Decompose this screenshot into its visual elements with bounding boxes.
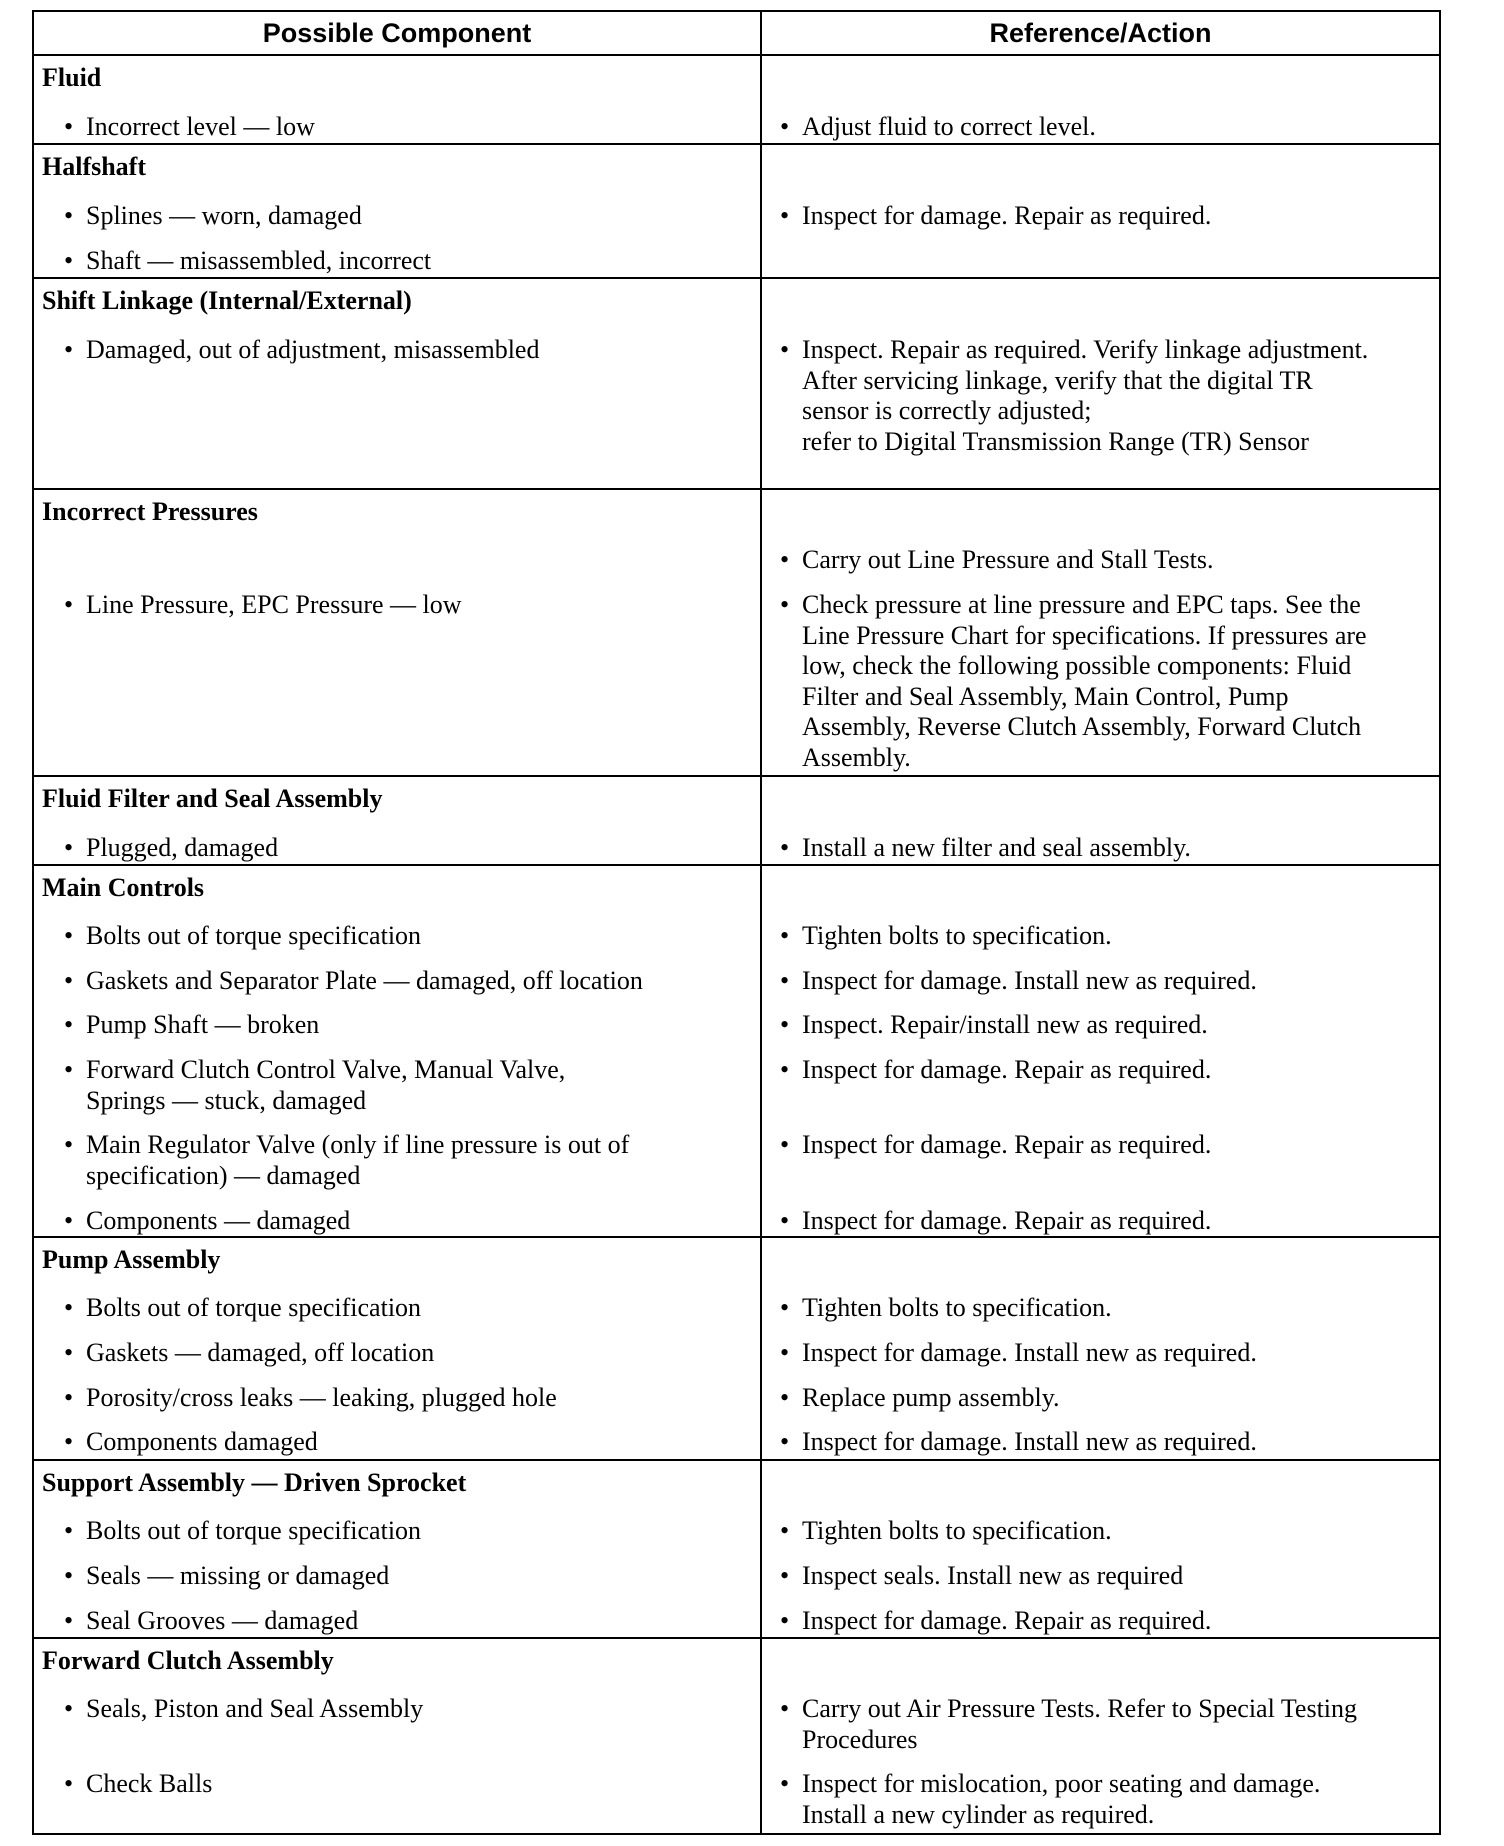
bullet-icon: •: [64, 1561, 74, 1590]
table-row: [33, 1460, 1440, 1638]
action-cell: [761, 489, 1440, 776]
diagnosis-table: [32, 10, 1441, 1835]
item-text: Inspect for mislocation, poor seating and damage. Install a new cylinder as required.: [802, 1769, 1321, 1829]
action-cell: [761, 1638, 1440, 1834]
list-item: [64, 1516, 756, 1547]
section-title: Fluid: [42, 63, 102, 92]
list-item: [780, 1516, 1436, 1547]
list-item: [64, 335, 756, 366]
list-item: [780, 966, 1436, 997]
item-text: Seal Grooves — damaged: [86, 1606, 359, 1635]
action-cell: [761, 1460, 1440, 1638]
header-reference-action: Reference/Action: [761, 11, 1440, 55]
list-item: [64, 1130, 756, 1191]
component-cell: [33, 278, 761, 489]
list-item: [780, 590, 1436, 773]
bullet-icon: •: [780, 1516, 790, 1545]
list-item: [64, 1010, 756, 1041]
item-text: Inspect seals. Install new as required: [802, 1561, 1184, 1590]
item-text: Main Regulator Valve (only if line pressure is out of specification) — damaged: [86, 1130, 630, 1190]
bullet-icon: •: [64, 966, 74, 995]
list-item: [780, 1606, 1436, 1637]
bullet-icon: •: [64, 1427, 74, 1456]
section-title: Main Controls: [42, 873, 205, 902]
list-item: [64, 246, 756, 277]
bullet-icon: •: [64, 1338, 74, 1367]
item-text: Pump Shaft — broken: [86, 1010, 320, 1039]
item-text: Bolts out of torque specification: [86, 1516, 422, 1545]
item-text: Inspect. Repair as required. Verify linkage adjustment. After servicing linkage, verify that the digital TR sensor is correctly adjusted; refer to Digital Transmission Range (TR) Sensor: [802, 335, 1369, 456]
list-item: [64, 1606, 756, 1637]
component-cell: [33, 1460, 761, 1638]
bullet-icon: •: [780, 201, 790, 230]
item-text: Check Balls: [86, 1769, 213, 1798]
item-text: Tighten bolts to specification.: [802, 1516, 1112, 1545]
component-cell: [33, 144, 761, 278]
item-text: Inspect for damage. Repair as required.: [802, 1606, 1212, 1635]
list-item: [780, 1010, 1436, 1041]
header-possible-component: Possible Component: [33, 11, 761, 55]
list-item: [780, 1055, 1436, 1086]
item-text: Shaft — misassembled, incorrect: [86, 246, 432, 275]
bullet-icon: •: [64, 1769, 74, 1798]
list-item: [64, 1383, 756, 1414]
list-item: [64, 1561, 756, 1592]
item-text: Gaskets and Separator Plate — damaged, off location: [86, 966, 643, 995]
table-row: [33, 278, 1440, 489]
bullet-icon: •: [780, 833, 790, 862]
list-item: [64, 1055, 756, 1116]
bullet-icon: •: [780, 1383, 790, 1412]
action-cell: [761, 55, 1440, 144]
bullet-icon: •: [64, 112, 74, 141]
list-item: [64, 590, 756, 621]
header-row: [33, 11, 1440, 55]
list-item: [780, 1694, 1436, 1755]
section-title: Support Assembly — Driven Sprocket: [42, 1468, 467, 1497]
item-text: Bolts out of torque specification: [86, 1293, 422, 1322]
bullet-icon: •: [64, 1694, 74, 1723]
bullet-icon: •: [64, 1516, 74, 1545]
table-row: [33, 776, 1440, 865]
list-item: [64, 1427, 756, 1458]
component-cell: [33, 776, 761, 865]
item-text: Inspect for damage. Repair as required.: [802, 1206, 1212, 1235]
bullet-icon: •: [780, 112, 790, 141]
item-text: Splines — worn, damaged: [86, 201, 362, 230]
item-text: Damaged, out of adjustment, misassembled: [86, 335, 540, 364]
action-cell: [761, 1237, 1440, 1460]
list-item: [64, 1293, 756, 1324]
list-item: [64, 1206, 756, 1237]
list-item: [780, 1561, 1436, 1592]
bullet-icon: •: [64, 1055, 74, 1084]
bullet-icon: •: [780, 1293, 790, 1322]
bullet-icon: •: [780, 590, 790, 619]
component-cell: [33, 1237, 761, 1460]
bullet-icon: •: [780, 1606, 790, 1635]
item-text: Inspect for damage. Install new as required.: [802, 1427, 1257, 1456]
section-title: Fluid Filter and Seal Assembly: [42, 784, 383, 813]
action-cell: [761, 865, 1440, 1237]
item-text: Line Pressure, EPC Pressure — low: [86, 590, 462, 619]
item-text: Inspect for damage. Install new as required.: [802, 1338, 1257, 1367]
bullet-icon: •: [780, 1010, 790, 1039]
bullet-icon: •: [780, 1561, 790, 1590]
bullet-icon: •: [780, 1338, 790, 1367]
item-text: Forward Clutch Control Valve, Manual Valve, Springs — stuck, damaged: [86, 1055, 566, 1115]
section-title: Shift Linkage (Internal/External): [42, 286, 412, 315]
action-cell: [761, 144, 1440, 278]
list-item: [780, 1427, 1436, 1458]
item-text: Check pressure at line pressure and EPC taps. See the Line Pressure Chart for specifications. If pressures are low, check the following possible components: Fluid Filter and Seal Assembly, Main Control, Pump Assembly, Reverse Clutch Assembly, Forward Clutch Assembly.: [802, 590, 1367, 772]
bullet-icon: •: [780, 1694, 790, 1723]
section-title: Pump Assembly: [42, 1245, 221, 1274]
item-text: Inspect for damage. Install new as required.: [802, 966, 1257, 995]
item-text: Inspect for damage. Repair as required.: [802, 1055, 1212, 1084]
item-text: Plugged, damaged: [86, 833, 279, 862]
list-item: [780, 1293, 1436, 1324]
list-item: [64, 966, 756, 997]
table-row: [33, 55, 1440, 144]
item-text: Carry out Air Pressure Tests. Refer to Special Testing Procedures: [802, 1694, 1358, 1754]
component-cell: [33, 489, 761, 776]
bullet-icon: •: [64, 1293, 74, 1322]
table-row: [33, 1237, 1440, 1460]
bullet-icon: •: [64, 590, 74, 619]
list-item: [780, 1769, 1436, 1830]
item-text: Install a new filter and seal assembly.: [802, 833, 1191, 862]
list-item: [780, 112, 1436, 143]
item-text: Tighten bolts to specification.: [802, 921, 1112, 950]
list-item: [780, 1338, 1436, 1369]
item-text: Incorrect level — low: [86, 112, 315, 141]
section-title: Forward Clutch Assembly: [42, 1646, 334, 1675]
bullet-icon: •: [780, 1206, 790, 1235]
list-item: [64, 921, 756, 952]
table-row: [33, 489, 1440, 776]
section-title: Incorrect Pressures: [42, 497, 258, 526]
list-item: [780, 545, 1436, 576]
item-text: Seals, Piston and Seal Assembly: [86, 1694, 424, 1723]
action-cell: [761, 278, 1440, 489]
list-item: [64, 1694, 756, 1725]
bullet-icon: •: [64, 921, 74, 950]
component-cell: [33, 1638, 761, 1834]
table-row: [33, 865, 1440, 1237]
item-text: Tighten bolts to specification.: [802, 1293, 1112, 1322]
list-item: [780, 1130, 1436, 1161]
list-item: [780, 833, 1436, 864]
table-row: [33, 1638, 1440, 1834]
item-text: Adjust fluid to correct level.: [802, 112, 1096, 141]
item-text: Inspect. Repair/install new as required.: [802, 1010, 1208, 1039]
table-row: [33, 144, 1440, 278]
item-text: Seals — missing or damaged: [86, 1561, 390, 1590]
bullet-icon: •: [780, 545, 790, 574]
item-text: Inspect for damage. Repair as required.: [802, 1130, 1212, 1159]
list-item: [64, 1338, 756, 1369]
item-text: Replace pump assembly.: [802, 1383, 1060, 1412]
bullet-icon: •: [64, 1130, 74, 1159]
bullet-icon: •: [780, 1055, 790, 1084]
bullet-icon: •: [64, 335, 74, 364]
list-item: [64, 112, 756, 143]
bullet-icon: •: [780, 1427, 790, 1456]
list-item: [780, 1206, 1436, 1237]
bullet-icon: •: [64, 833, 74, 862]
section-title: Halfshaft: [42, 152, 146, 181]
list-item: [64, 201, 756, 232]
bullet-icon: •: [64, 1010, 74, 1039]
action-cell: [761, 776, 1440, 865]
list-item: [64, 1769, 756, 1800]
bullet-icon: •: [64, 246, 74, 275]
component-cell: [33, 865, 761, 1237]
list-item: [780, 1383, 1436, 1414]
bullet-icon: •: [780, 1130, 790, 1159]
bullet-icon: •: [64, 1206, 74, 1235]
item-text: Inspect for damage. Repair as required.: [802, 201, 1212, 230]
bullet-icon: •: [780, 1769, 790, 1798]
list-item: [780, 921, 1436, 952]
list-item: [64, 833, 756, 864]
bullet-icon: •: [64, 1606, 74, 1635]
item-text: Porosity/cross leaks — leaking, plugged hole: [86, 1383, 557, 1412]
bullet-icon: •: [64, 201, 74, 230]
bullet-icon: •: [780, 921, 790, 950]
item-text: Gaskets — damaged, off location: [86, 1338, 435, 1367]
list-item: [780, 335, 1436, 457]
item-text: Components damaged: [86, 1427, 318, 1456]
item-text: Carry out Line Pressure and Stall Tests.: [802, 545, 1214, 574]
bullet-icon: •: [780, 966, 790, 995]
table-body: [33, 55, 1440, 1834]
item-text: Components — damaged: [86, 1206, 351, 1235]
component-cell: [33, 55, 761, 144]
bullet-icon: •: [64, 1383, 74, 1412]
item-text: Bolts out of torque specification: [86, 921, 422, 950]
list-item: [780, 201, 1436, 232]
bullet-icon: •: [780, 335, 790, 364]
